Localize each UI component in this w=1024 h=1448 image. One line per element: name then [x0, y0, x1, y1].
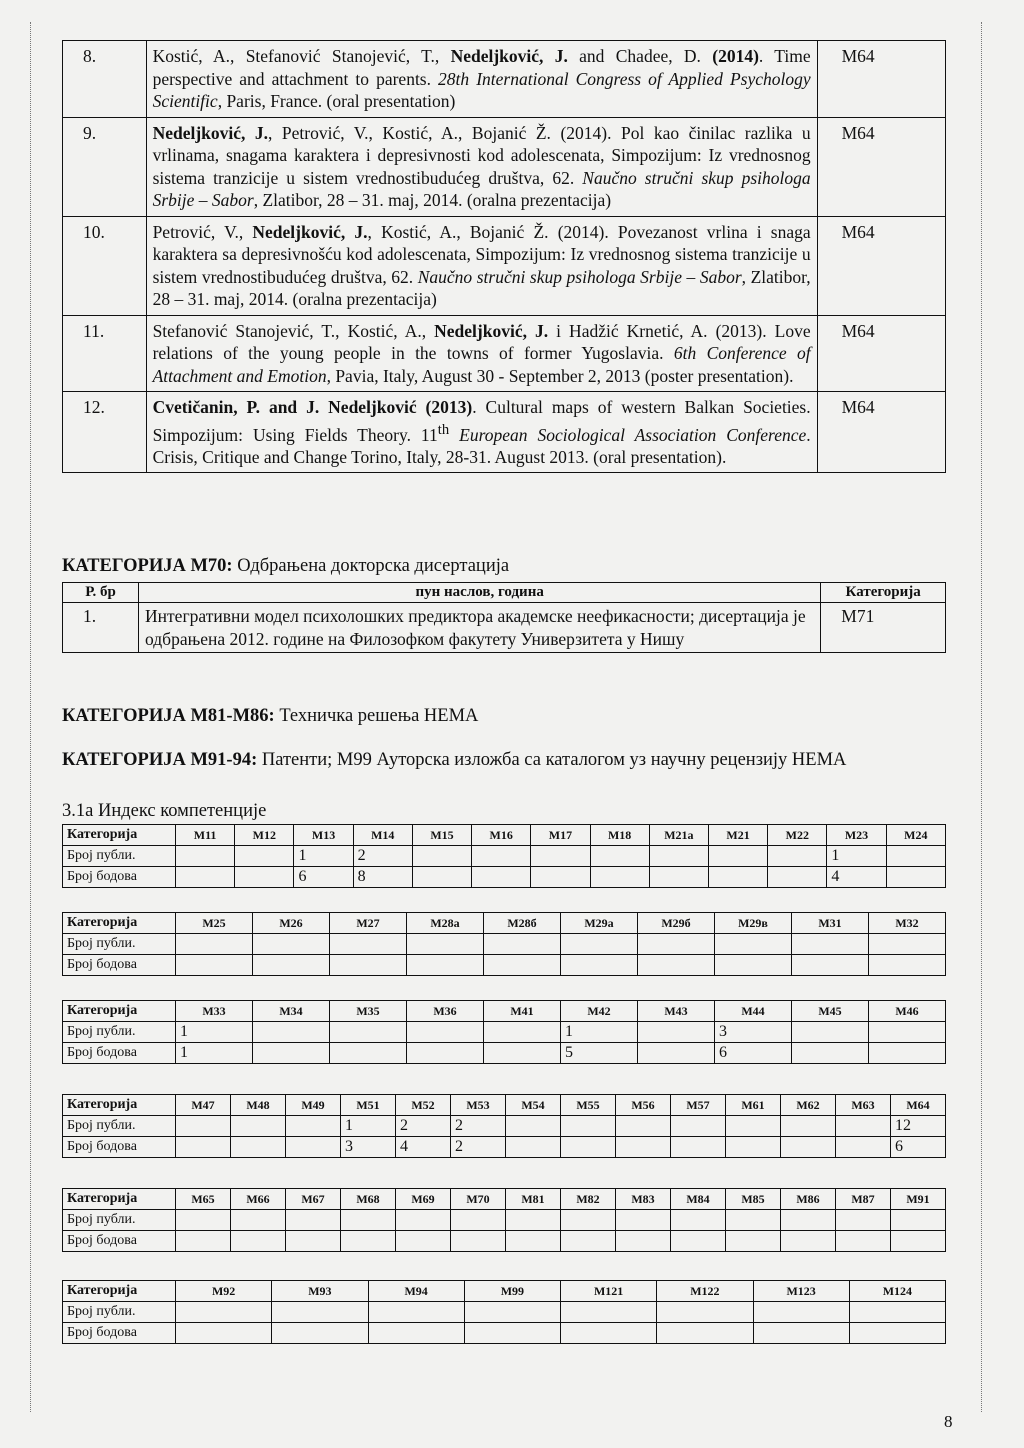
index-value-cell: 3 [715, 1022, 792, 1043]
index-category-cell: M69 [396, 1189, 451, 1210]
index-value-cell [616, 1210, 671, 1231]
index-value-cell [341, 1231, 396, 1252]
index-row-label: Број бодова [63, 1323, 176, 1344]
index-value-cell [412, 846, 471, 867]
index-row [63, 1210, 946, 1231]
m70-header-title: пун наслов, година [139, 583, 821, 603]
index-value-cell: 6 [715, 1043, 792, 1064]
index-value-cell [708, 846, 767, 867]
index-row-label: Број бодова [63, 1043, 176, 1064]
index-category-cell: M124 [849, 1281, 945, 1302]
publication-number: 11. [63, 315, 147, 392]
index-category-cell: M29a [561, 913, 638, 934]
index-category-cell: M99 [464, 1281, 560, 1302]
index-table [62, 1094, 946, 1158]
index-value-cell [561, 1137, 616, 1158]
index-value-cell: 1 [176, 1022, 253, 1043]
index-value-cell [330, 1022, 407, 1043]
index-value-cell [407, 1043, 484, 1064]
publication-category: M64 [817, 41, 945, 118]
index-value-cell [231, 1116, 286, 1137]
publication-row [63, 41, 946, 118]
index-category-cell: M93 [272, 1281, 368, 1302]
index-value-cell [715, 955, 792, 976]
index-category-cell: M54 [506, 1095, 561, 1116]
index-category-cell: M51 [341, 1095, 396, 1116]
index-category-cell: M67 [286, 1189, 341, 1210]
index-row [63, 1137, 946, 1158]
index-value-cell [484, 1022, 561, 1043]
index-category-cell: M47 [176, 1095, 231, 1116]
index-value-cell [869, 1022, 946, 1043]
index-category-cell: M66 [231, 1189, 286, 1210]
index-value-cell [286, 1231, 341, 1252]
index-value-cell [176, 1116, 231, 1137]
index-value-cell [781, 1231, 836, 1252]
index-value-cell [671, 1116, 726, 1137]
index-row [63, 1043, 946, 1064]
index-category-cell: M17 [531, 825, 590, 846]
index-value-cell [231, 1210, 286, 1231]
index-value-cell [253, 1022, 330, 1043]
index-value-cell: 4 [827, 867, 886, 888]
index-value-cell: 6 [294, 867, 353, 888]
index-value-cell [176, 867, 235, 888]
index-row [63, 913, 946, 934]
index-category-cell: M27 [330, 913, 407, 934]
index-table [62, 1188, 946, 1252]
index-table [62, 824, 946, 888]
index-row-label: Број публи. [63, 1210, 176, 1231]
index-value-cell [330, 1043, 407, 1064]
m81-heading: КАТЕГОРИЈА М81-М86: Техничка решења НЕМА [62, 706, 479, 726]
index-value-cell [886, 846, 945, 867]
index-value-cell [407, 934, 484, 955]
publication-category: M64 [817, 315, 945, 392]
m70-header-category: Категорија [821, 583, 946, 603]
index-category-cell: M92 [176, 1281, 272, 1302]
index-value-cell [753, 1302, 849, 1323]
index-category-cell: M82 [561, 1189, 616, 1210]
index-value-cell [286, 1116, 341, 1137]
index-category-cell: M83 [616, 1189, 671, 1210]
index-value-cell: 2 [451, 1116, 506, 1137]
index-value-cell [412, 867, 471, 888]
index-row [63, 1095, 946, 1116]
index-value-cell [561, 1231, 616, 1252]
index-value-cell [561, 955, 638, 976]
index-value-cell [726, 1116, 781, 1137]
index-value-cell [768, 846, 827, 867]
index-category-cell: M123 [753, 1281, 849, 1302]
index-category-cell: M45 [792, 1001, 869, 1022]
index-category-cell: M36 [407, 1001, 484, 1022]
index-category-cell: M25 [176, 913, 253, 934]
publication-number: 10. [63, 216, 147, 315]
index-category-cell: M35 [330, 1001, 407, 1022]
index-value-cell [472, 846, 531, 867]
index-value-cell [253, 934, 330, 955]
index-value-cell [649, 846, 708, 867]
index-category-cell: M18 [590, 825, 649, 846]
index-value-cell [235, 846, 294, 867]
index-value-cell [484, 955, 561, 976]
index-category-cell: M33 [176, 1001, 253, 1022]
publication-citation: Kostić, A., Stefanović Stanojević, T., Nedeljković, J. and Chadee, D. (2014). Time perspective and attachment to parents. 28th International Congress of Applied Psychology Scientific, Paris, France. (oral presentation) [146, 41, 817, 118]
index-value-cell [671, 1137, 726, 1158]
index-value-cell [484, 1043, 561, 1064]
index-value-cell [891, 1231, 946, 1252]
index-category-cell: M16 [472, 825, 531, 846]
index-category-cell: M13 [294, 825, 353, 846]
index-category-cell: M55 [561, 1095, 616, 1116]
index-row-label: Број публи. [63, 1302, 176, 1323]
publications-table [62, 40, 946, 473]
index-category-cell: M121 [561, 1281, 657, 1302]
index-value-cell: 4 [396, 1137, 451, 1158]
index-category-cell: M21 [708, 825, 767, 846]
index-value-cell [715, 934, 792, 955]
index-category-cell: M11 [176, 825, 235, 846]
index-category-cell: M12 [235, 825, 294, 846]
index-row [63, 1323, 946, 1344]
index-value-cell [464, 1323, 560, 1344]
publication-category: M64 [817, 392, 945, 473]
index-value-cell [708, 867, 767, 888]
index-category-cell: M84 [671, 1189, 726, 1210]
index-value-cell [506, 1231, 561, 1252]
index-value-cell [368, 1302, 464, 1323]
index-category-cell: M42 [561, 1001, 638, 1022]
index-value-cell [407, 1022, 484, 1043]
publication-category: M64 [817, 216, 945, 315]
index-value-cell [561, 1323, 657, 1344]
index-row [63, 867, 946, 888]
index-value-cell [272, 1323, 368, 1344]
index-value-cell [531, 846, 590, 867]
index-category-cell: M52 [396, 1095, 451, 1116]
index-value-cell [657, 1323, 753, 1344]
index-row [63, 825, 946, 846]
index-value-cell [781, 1116, 836, 1137]
index-row [63, 1189, 946, 1210]
index-category-cell: M81 [506, 1189, 561, 1210]
index-value-cell [671, 1210, 726, 1231]
index-value-cell [472, 867, 531, 888]
index-value-cell [561, 1302, 657, 1323]
index-value-cell [781, 1210, 836, 1231]
m70-table [62, 582, 946, 653]
index-value-cell [657, 1302, 753, 1323]
index-row [63, 955, 946, 976]
index-value-cell [176, 846, 235, 867]
publication-number: 12. [63, 392, 147, 473]
index-value-cell [726, 1210, 781, 1231]
index-value-cell [590, 867, 649, 888]
page-number: 8 [944, 1412, 953, 1431]
index-category-cell: M31 [792, 913, 869, 934]
index-value-cell [231, 1231, 286, 1252]
index-row [63, 1022, 946, 1043]
index-row-label: Категорија [63, 1001, 176, 1022]
index-value-cell [506, 1210, 561, 1231]
index-row-label: Категорија [63, 825, 176, 846]
index-value-cell [792, 1022, 869, 1043]
index-value-cell [616, 1137, 671, 1158]
index-value-cell [849, 1323, 945, 1344]
index-row-label: Број публи. [63, 846, 176, 867]
index-category-cell: M22 [768, 825, 827, 846]
index-value-cell [792, 955, 869, 976]
index-row-label: Категорија [63, 1189, 176, 1210]
m91-heading: КАТЕГОРИЈА М91-94: Патенти; М99 Ауторска изложба са каталогом уз научну рецензију НЕМА [62, 750, 847, 770]
index-value-cell [671, 1231, 726, 1252]
index-value-cell [464, 1302, 560, 1323]
index-value-cell [231, 1137, 286, 1158]
index-value-cell [341, 1210, 396, 1231]
publication-citation: Petrović, V., Nedeljković, J., Kostić, A., Bojanić Ž. (2014). Povezanost vrlina i snaga karaktera sa depresivnošću kod adolescenata, Simpozijum: Iz vrednosnog sistema tranzicije u sistem vrednostibudućeg društva, 62. Naučno stručni skup psihologa Srbije – Sabor, Zlatibor, 28 – 31. maj, 2014. (oralna prezentacija) [146, 216, 817, 315]
publication-number: 8. [63, 41, 147, 118]
index-value-cell [330, 955, 407, 976]
index-value-cell [781, 1137, 836, 1158]
publication-row [63, 117, 946, 216]
m70-row-num: 1. [63, 603, 139, 653]
index-value-cell [176, 1210, 231, 1231]
index-value-cell [869, 934, 946, 955]
index-value-cell: 1 [561, 1022, 638, 1043]
index-category-cell: M91 [891, 1189, 946, 1210]
m70-header-num: Р. бр [63, 583, 139, 603]
index-category-cell: M49 [286, 1095, 341, 1116]
index-value-cell [869, 955, 946, 976]
index-row-label: Број бодова [63, 867, 176, 888]
index-value-cell: 2 [396, 1116, 451, 1137]
publication-row [63, 315, 946, 392]
m70-row-category: М71 [821, 603, 946, 653]
index-value-cell [836, 1137, 891, 1158]
index-row-label: Број публи. [63, 1116, 176, 1137]
index-value-cell [638, 934, 715, 955]
index-row [63, 1001, 946, 1022]
index-category-cell: M28a [407, 913, 484, 934]
index-value-cell [590, 846, 649, 867]
index-value-cell: 12 [891, 1116, 946, 1137]
index-value-cell: 1 [176, 1043, 253, 1064]
index-value-cell [286, 1210, 341, 1231]
index-row-label: Категорија [63, 1095, 176, 1116]
index-category-cell: M15 [412, 825, 471, 846]
index-row-label: Број бодова [63, 1231, 176, 1252]
publication-citation: Stefanović Stanojević, T., Kostić, A., Nedeljković, J. i Hadžić Krnetić, A. (2013). Love relations of the young people in the towns of former Yugoslavia. 6th Conference of Attachment and Emotion, Pavia, Italy, August 30 - September 2, 2013 (poster presentation). [146, 315, 817, 392]
index-value-cell [726, 1231, 781, 1252]
m70-row-title: Интегративни модел психолошких предиктора академске неефикасности; дисертација је одбрањена 2012. године на Филозофком факутету Универзитета у Нишу [139, 603, 821, 653]
index-category-cell: M24 [886, 825, 945, 846]
index-table [62, 1000, 946, 1064]
index-category-cell: M65 [176, 1189, 231, 1210]
index-value-cell [176, 1137, 231, 1158]
index-value-cell [886, 867, 945, 888]
index-value-cell [330, 934, 407, 955]
index-category-cell: M87 [836, 1189, 891, 1210]
index-category-cell: M48 [231, 1095, 286, 1116]
index-category-cell: M23 [827, 825, 886, 846]
index-value-cell [176, 934, 253, 955]
publication-number: 9. [63, 117, 147, 216]
index-value-cell [506, 1137, 561, 1158]
index-category-cell: M68 [341, 1189, 396, 1210]
index-value-cell [407, 955, 484, 976]
index-category-cell: M63 [836, 1095, 891, 1116]
index-value-cell [836, 1116, 891, 1137]
index-value-cell [792, 1043, 869, 1064]
index-value-cell [836, 1210, 891, 1231]
index-category-cell: M41 [484, 1001, 561, 1022]
index-value-cell [235, 867, 294, 888]
index-value-cell [638, 955, 715, 976]
index-category-cell: M122 [657, 1281, 753, 1302]
index-value-cell [451, 1210, 506, 1231]
index-row-label: Категорија [63, 913, 176, 934]
index-category-cell: M46 [869, 1001, 946, 1022]
index-row-label: Категорија [63, 1281, 176, 1302]
index-row-label: Број публи. [63, 934, 176, 955]
index-value-cell [253, 1043, 330, 1064]
index-value-cell [561, 1210, 616, 1231]
index-category-cell: M32 [869, 913, 946, 934]
index-value-cell [396, 1210, 451, 1231]
index-value-cell [561, 1116, 616, 1137]
index-category-cell: M21a [649, 825, 708, 846]
index-value-cell [836, 1231, 891, 1252]
index-row [63, 934, 946, 955]
index-value-cell: 1 [827, 846, 886, 867]
index-category-cell: M57 [671, 1095, 726, 1116]
index-value-cell [506, 1116, 561, 1137]
index-value-cell: 3 [341, 1137, 396, 1158]
index-category-cell: M70 [451, 1189, 506, 1210]
index-value-cell: 2 [451, 1137, 506, 1158]
index-category-cell: M26 [253, 913, 330, 934]
index-row-label: Број бодова [63, 1137, 176, 1158]
index-value-cell [272, 1302, 368, 1323]
index-value-cell [286, 1137, 341, 1158]
index-category-cell: M14 [353, 825, 412, 846]
index-value-cell [649, 867, 708, 888]
index-row-label: Број бодова [63, 955, 176, 976]
index-category-cell: M34 [253, 1001, 330, 1022]
index-category-cell: M94 [368, 1281, 464, 1302]
index-category-cell: M53 [451, 1095, 506, 1116]
index-value-cell [176, 1302, 272, 1323]
index-category-cell: M28б [484, 913, 561, 934]
index-value-cell [368, 1323, 464, 1344]
index-value-cell [396, 1231, 451, 1252]
index-table [62, 912, 946, 976]
index-row-label: Број публи. [63, 1022, 176, 1043]
index-value-cell [451, 1231, 506, 1252]
index-value-cell [638, 1043, 715, 1064]
index-value-cell: 1 [341, 1116, 396, 1137]
index-value-cell [638, 1022, 715, 1043]
index-value-cell [616, 1116, 671, 1137]
index-row [63, 1302, 946, 1323]
index-category-cell: M44 [715, 1001, 792, 1022]
index-category-cell: M86 [781, 1189, 836, 1210]
index-category-cell: M61 [726, 1095, 781, 1116]
index-value-cell: 8 [353, 867, 412, 888]
index-value-cell [768, 867, 827, 888]
index-value-cell [561, 934, 638, 955]
m70-heading: КАТЕГОРИЈА М70: Одбрањена докторска дисертација [62, 556, 510, 576]
index-value-cell: 2 [353, 846, 412, 867]
index-category-cell: M62 [781, 1095, 836, 1116]
publication-citation: Nedeljković, J., Petrović, V., Kostić, A., Bojanić Ž. (2014). Pol kao činilac razlika u vrlinama, snagama karaktera i depresivnosti kod adolescenata, Simpozijum: Iz vrednosnog sistema tranzicije u sistem vrednostibudućeg društva, 62. Naučno stručni skup psihologa Srbije – Sabor, Zlatibor, 28 – 31. maj, 2014. (oralna prezentacija) [146, 117, 817, 216]
index-value-cell [792, 934, 869, 955]
index-category-cell: M56 [616, 1095, 671, 1116]
index-value-cell: 5 [561, 1043, 638, 1064]
index-value-cell: 1 [294, 846, 353, 867]
publication-category: M64 [817, 117, 945, 216]
publication-row [63, 392, 946, 473]
publication-row [63, 216, 946, 315]
index-row [63, 846, 946, 867]
index-value-cell [869, 1043, 946, 1064]
index-row [63, 1116, 946, 1137]
index-category-cell: M64 [891, 1095, 946, 1116]
index-value-cell [176, 1231, 231, 1252]
index-value-cell [849, 1302, 945, 1323]
index-category-cell: M85 [726, 1189, 781, 1210]
index-row [63, 1231, 946, 1252]
index-value-cell [531, 867, 590, 888]
index-value-cell [176, 1323, 272, 1344]
index-row [63, 1281, 946, 1302]
index-value-cell [484, 934, 561, 955]
index-value-cell [726, 1137, 781, 1158]
index-category-cell: M43 [638, 1001, 715, 1022]
index-category-cell: M29б [638, 913, 715, 934]
publication-citation: Cvetičanin, P. and J. Nedeljković (2013). Cultural maps of western Balkan Societies. Simpozijum: Using Fields Theory. 11th European Sociological Association Conference. Crisis, Critique and Change Torino, Italy, 28-31. August 2013. (oral presentation). [146, 392, 817, 473]
index-value-cell [753, 1323, 849, 1344]
index-heading: 3.1а Индекс компетенције [62, 801, 267, 821]
index-table [62, 1280, 946, 1344]
index-value-cell [176, 955, 253, 976]
index-value-cell: 6 [891, 1137, 946, 1158]
index-value-cell [616, 1231, 671, 1252]
index-category-cell: M29в [715, 913, 792, 934]
index-value-cell [253, 955, 330, 976]
index-value-cell [891, 1210, 946, 1231]
